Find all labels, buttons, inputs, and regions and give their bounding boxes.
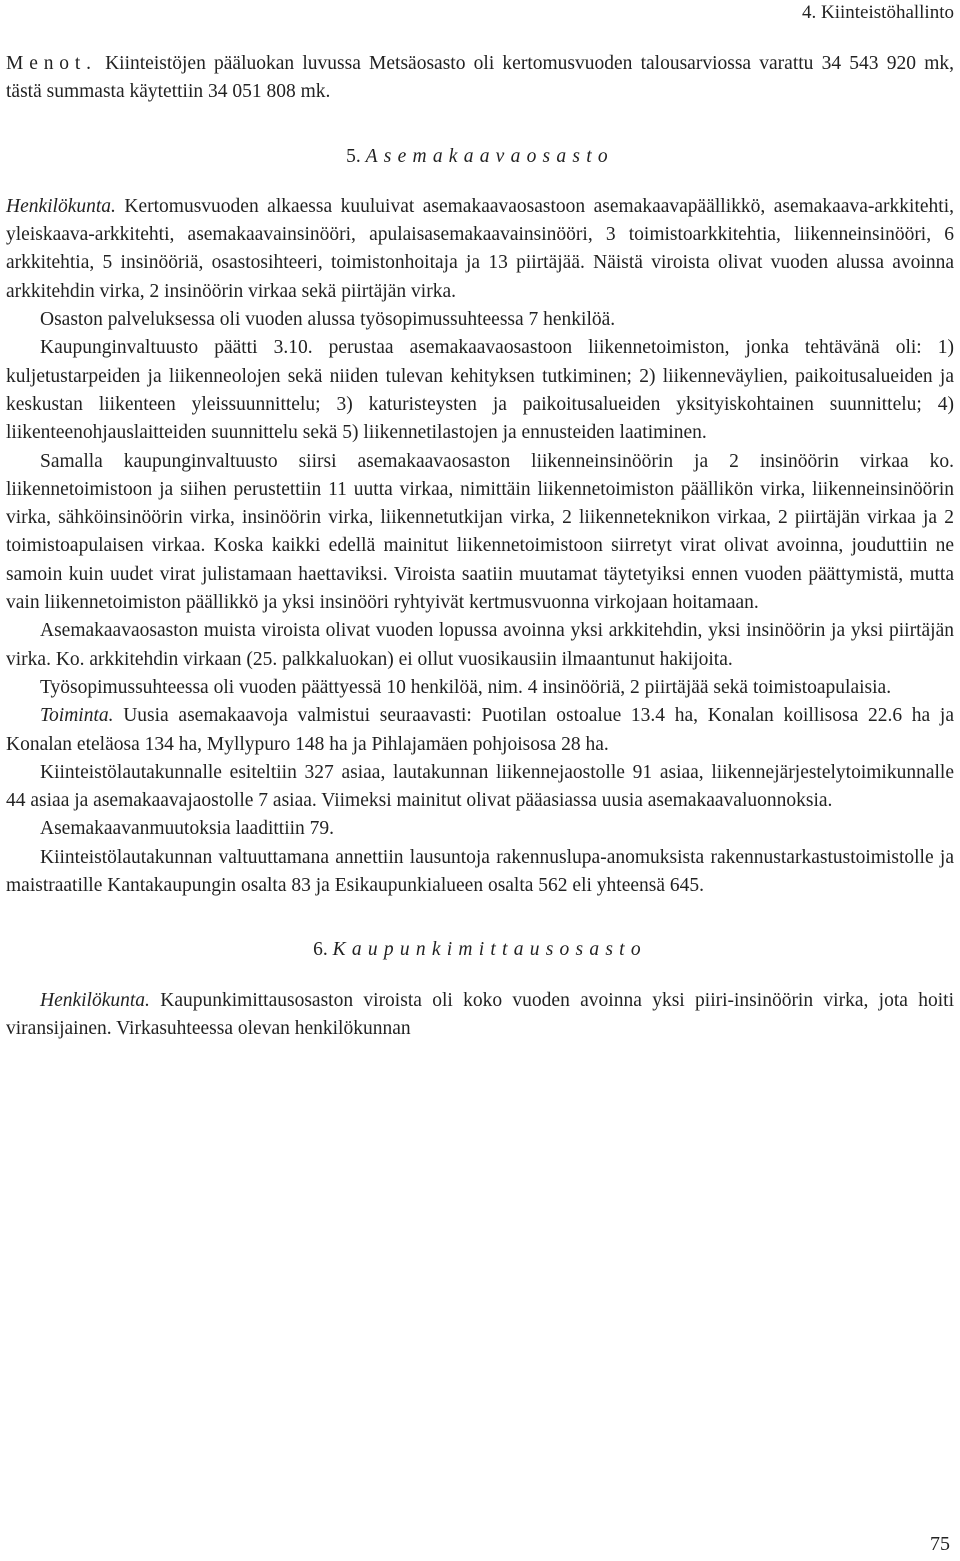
s5-paragraph-2: Osaston palveluksessa oli vuoden alussa työsopimussuhteessa 7 henkilöä.	[40, 309, 616, 331]
s5-paragraph-3: Kaupunginvaltuusto päätti 3.10. perustaa asemakaavaosastoon liikennetoimiston, jonka tehtävänä oli: 1) kuljetustarpeiden ja liikenneolojen sekä niiden tulevan kehityksen tutkiminen; 2) liikenneväylien, paikoitusalueiden ja keskustan liikenteen yleissuunnittelu; 3) katuristeysten ja paikoitusalueiden yksityiskohtainen suunnittelu; 4) liikenteenohjauslaitteiden suunnittelu sekä 5) liikennetilastojen ja ennusteiden laatiminen.	[6, 337, 954, 444]
section-5-number: 5.	[346, 145, 361, 167]
s5-paragraph-7	[6, 702, 954, 759]
s5-paragraph-1	[6, 193, 954, 306]
s5-p7-text: Uusia asemakaavoja valmistui seuraavasti: Puotilan ostoalue 13.4 ha, Konalan koillisosa 22.6 ha ja Konalan eteläosa 134 ha, Myllypuro 148 ha ja Pihlajamäen pohjoisosa 28 ha.	[6, 705, 954, 755]
s5-p7-lead: Toiminta.	[40, 705, 114, 727]
s6-paragraph-1	[6, 987, 954, 1044]
s6-p1-text: Kaupunkimittausosaston viroista oli koko vuoden avoinna yksi piiri-insinöörin virka, jota hoiti viransijainen. Virkasuhteessa olevan henkilökunnan	[6, 989, 954, 1039]
section-5-heading	[6, 143, 954, 171]
s5-paragraph-4: Samalla kaupunginvaltuusto siirsi asemakaavaosaston liikenneinsinöörin ja 2 insinöörin virkaa ko. liikennetoimistoon ja siihen perustettiin 11 uutta virkaa, nimittäin liikennetoimiston päällikön virka, liikenneinsinöörin virka, sähköinsinöörin virka, insinöörin virka, liikennetutkijan virka, 2 liikenneteknikon virkaa, 2 piirtäjän virkaa ja 2 toimistoapulaisen virkaa. Koska kaikki edellä mainitut liikennetoimistoon siirretyt virat olivat avoinna, jouduttiin ne samoin kuin uudet virat julistamaan haettaviksi. Viroista saatiin muutamat täytetyiksi ennen vuoden päättymistä, mutta vain liikennetoimiston päällikkö ja yksi insinööri ryhtyivät kertmusvuonna virkojaan hoitamaan.	[6, 450, 954, 614]
page-number: 75	[930, 1533, 950, 1555]
intro-text: Kiinteistöjen pääluokan luvussa Metsäosasto oli kertomusvuoden talousarviossa varattu 34 543 920 mk, tästä summasta käytettiin 34 051 808 mk.	[6, 53, 954, 103]
s5-p1-text: Kertomusvuoden alkaessa kuuluivat asemakaavaosastoon asemakaavapäällikkö, asemakaava-arkkitehti, yleiskaava-arkkitehti, asemakaavainsinööri, apulaisasemakaavainsinööri, 3 toimistoarkkitehtia, liikenneinsinööri, 6 arkkitehtia, 5 insinööriä, osastosihteeri, toimistonhoitaja ja 13 piirtäjää. Näistä viroista olivat vuoden alussa avoinna arkkitehdin virka, 2 insinöörin virkaa sekä piirtäjän virka.	[6, 195, 954, 302]
body-text	[6, 50, 954, 1043]
s5-paragraph-6: Työsopimussuhteessa oli vuoden päättyessä 10 henkilöä, nim. 4 insinööriä, 2 piirtäjää sekä toimistoapulaisia.	[40, 676, 892, 698]
s5-paragraph-8: Kiinteistölautakunnalle esiteltiin 327 asiaa, lautakunnan liikennejaostolle 91 asiaa, liikennejärjestelytoimikunnalle 44 asiaa ja asemakaavajaostolle 7 asiaa. Viimeksi mainitut olivat pääasiassa uusia asemakaavaluonnoksia.	[6, 761, 954, 812]
s5-p1-lead: Henkilökunta.	[6, 195, 116, 217]
section-5-title: Asemakaavaosasto	[365, 145, 614, 167]
section-6-heading	[6, 936, 954, 964]
s5-paragraph-9: Asemakaavanmuutoksia laadittiin 79.	[40, 818, 335, 840]
running-head: 4. Kiinteistöhallinto	[802, 2, 954, 23]
section-6-title: Kaupunkimittausosasto	[332, 939, 647, 961]
s5-paragraph-10: Kiinteistölautakunnan valtuuttamana annettiin lausuntoja rakennuslupa-anomuksista rakennustarkastustoimistolle ja maistraatille Kantakaupungin osalta 83 ja Esikaupunkialueen osalta 562 eli yhteensä 645.	[6, 846, 954, 897]
intro-paragraph	[6, 50, 954, 107]
intro-lead: Menot.	[6, 53, 97, 74]
section-6-number: 6.	[313, 939, 328, 961]
s5-paragraph-5: Asemakaavaosaston muista viroista olivat vuoden lopussa avoinna yksi arkkitehdin, yksi insinöörin ja yksi piirtäjän virka. Ko. arkkitehdin virkaan (25. palkkaluokan) ei ollut vuosikausiin ilmaantunut hakijoita.	[6, 620, 954, 670]
s6-p1-lead: Henkilökunta.	[40, 989, 150, 1011]
